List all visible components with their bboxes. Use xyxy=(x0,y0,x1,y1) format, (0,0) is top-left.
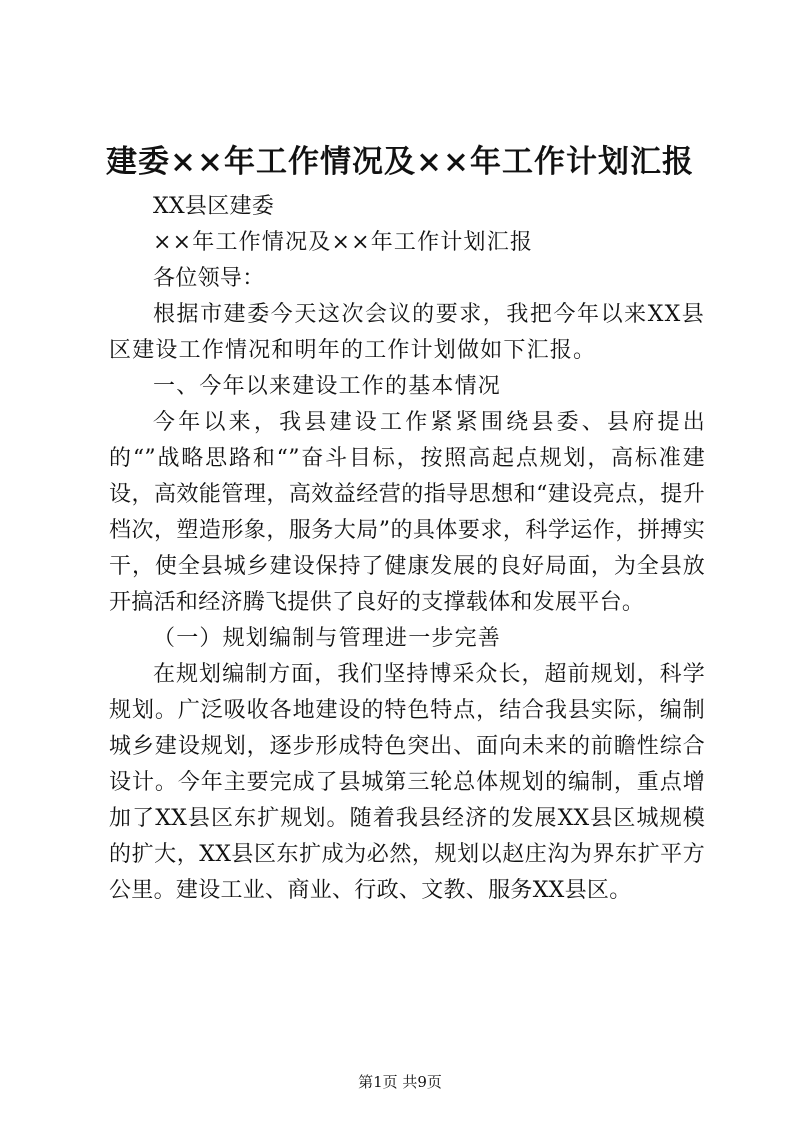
intro-paragraph: 根据市建委今天这次会议的要求，我把今年以来XX县区建设工作情况和明年的工作计划做如下汇报。 xyxy=(109,302,705,363)
planning-paragraph: 在规划编制方面，我们坚持博采众长，超前规划，科学规划。广泛吸收各地建设的特色特点，结合我县实际，编制城乡建设规划，逐步形成特色突出、面向未来的前瞻性综合设计。今年主要完成了县城第三轮总体规划的编制，重点增加了XX县区东扩规划。随着我县经济的发展XX县区城规模的扩大，XX县区东扩成为必然，规划以赵庄沟为界东扩平方公里。建设工业、商业、行政、文教、服务XX县区。 xyxy=(109,662,705,903)
subsection-heading-1: （一）规划编制与管理进一步完善 xyxy=(153,626,502,651)
salutation: 各位领导： xyxy=(153,266,265,291)
issuer-line: XX县区建委 xyxy=(153,194,275,219)
page-number-footer: 第1页 共9页 xyxy=(358,1073,442,1091)
overview-paragraph: 今年以来，我县建设工作紧紧围绕县委、县府提出的“”战略思路和“”奋斗目标，按照高起点规划，高标准建设，高效能管理，高效益经营的指导思想和“建设亮点，提升档次，塑造形象，服务大局”的具体要求，科学运作，拼搏实干，使全县城乡建设保持了健康发展的良好局面，为全县放开搞活和经济腾飞提供了良好的支撑载体和发展平台。 xyxy=(109,410,705,615)
document-title: 建委××年工作情况及××年工作计划汇报 xyxy=(106,144,694,180)
section-heading-1: 一、今年以来建设工作的基本情况 xyxy=(153,374,502,399)
report-subtitle: ××年工作情况及××年工作计划汇报 xyxy=(153,230,534,255)
document-body xyxy=(109,189,705,909)
